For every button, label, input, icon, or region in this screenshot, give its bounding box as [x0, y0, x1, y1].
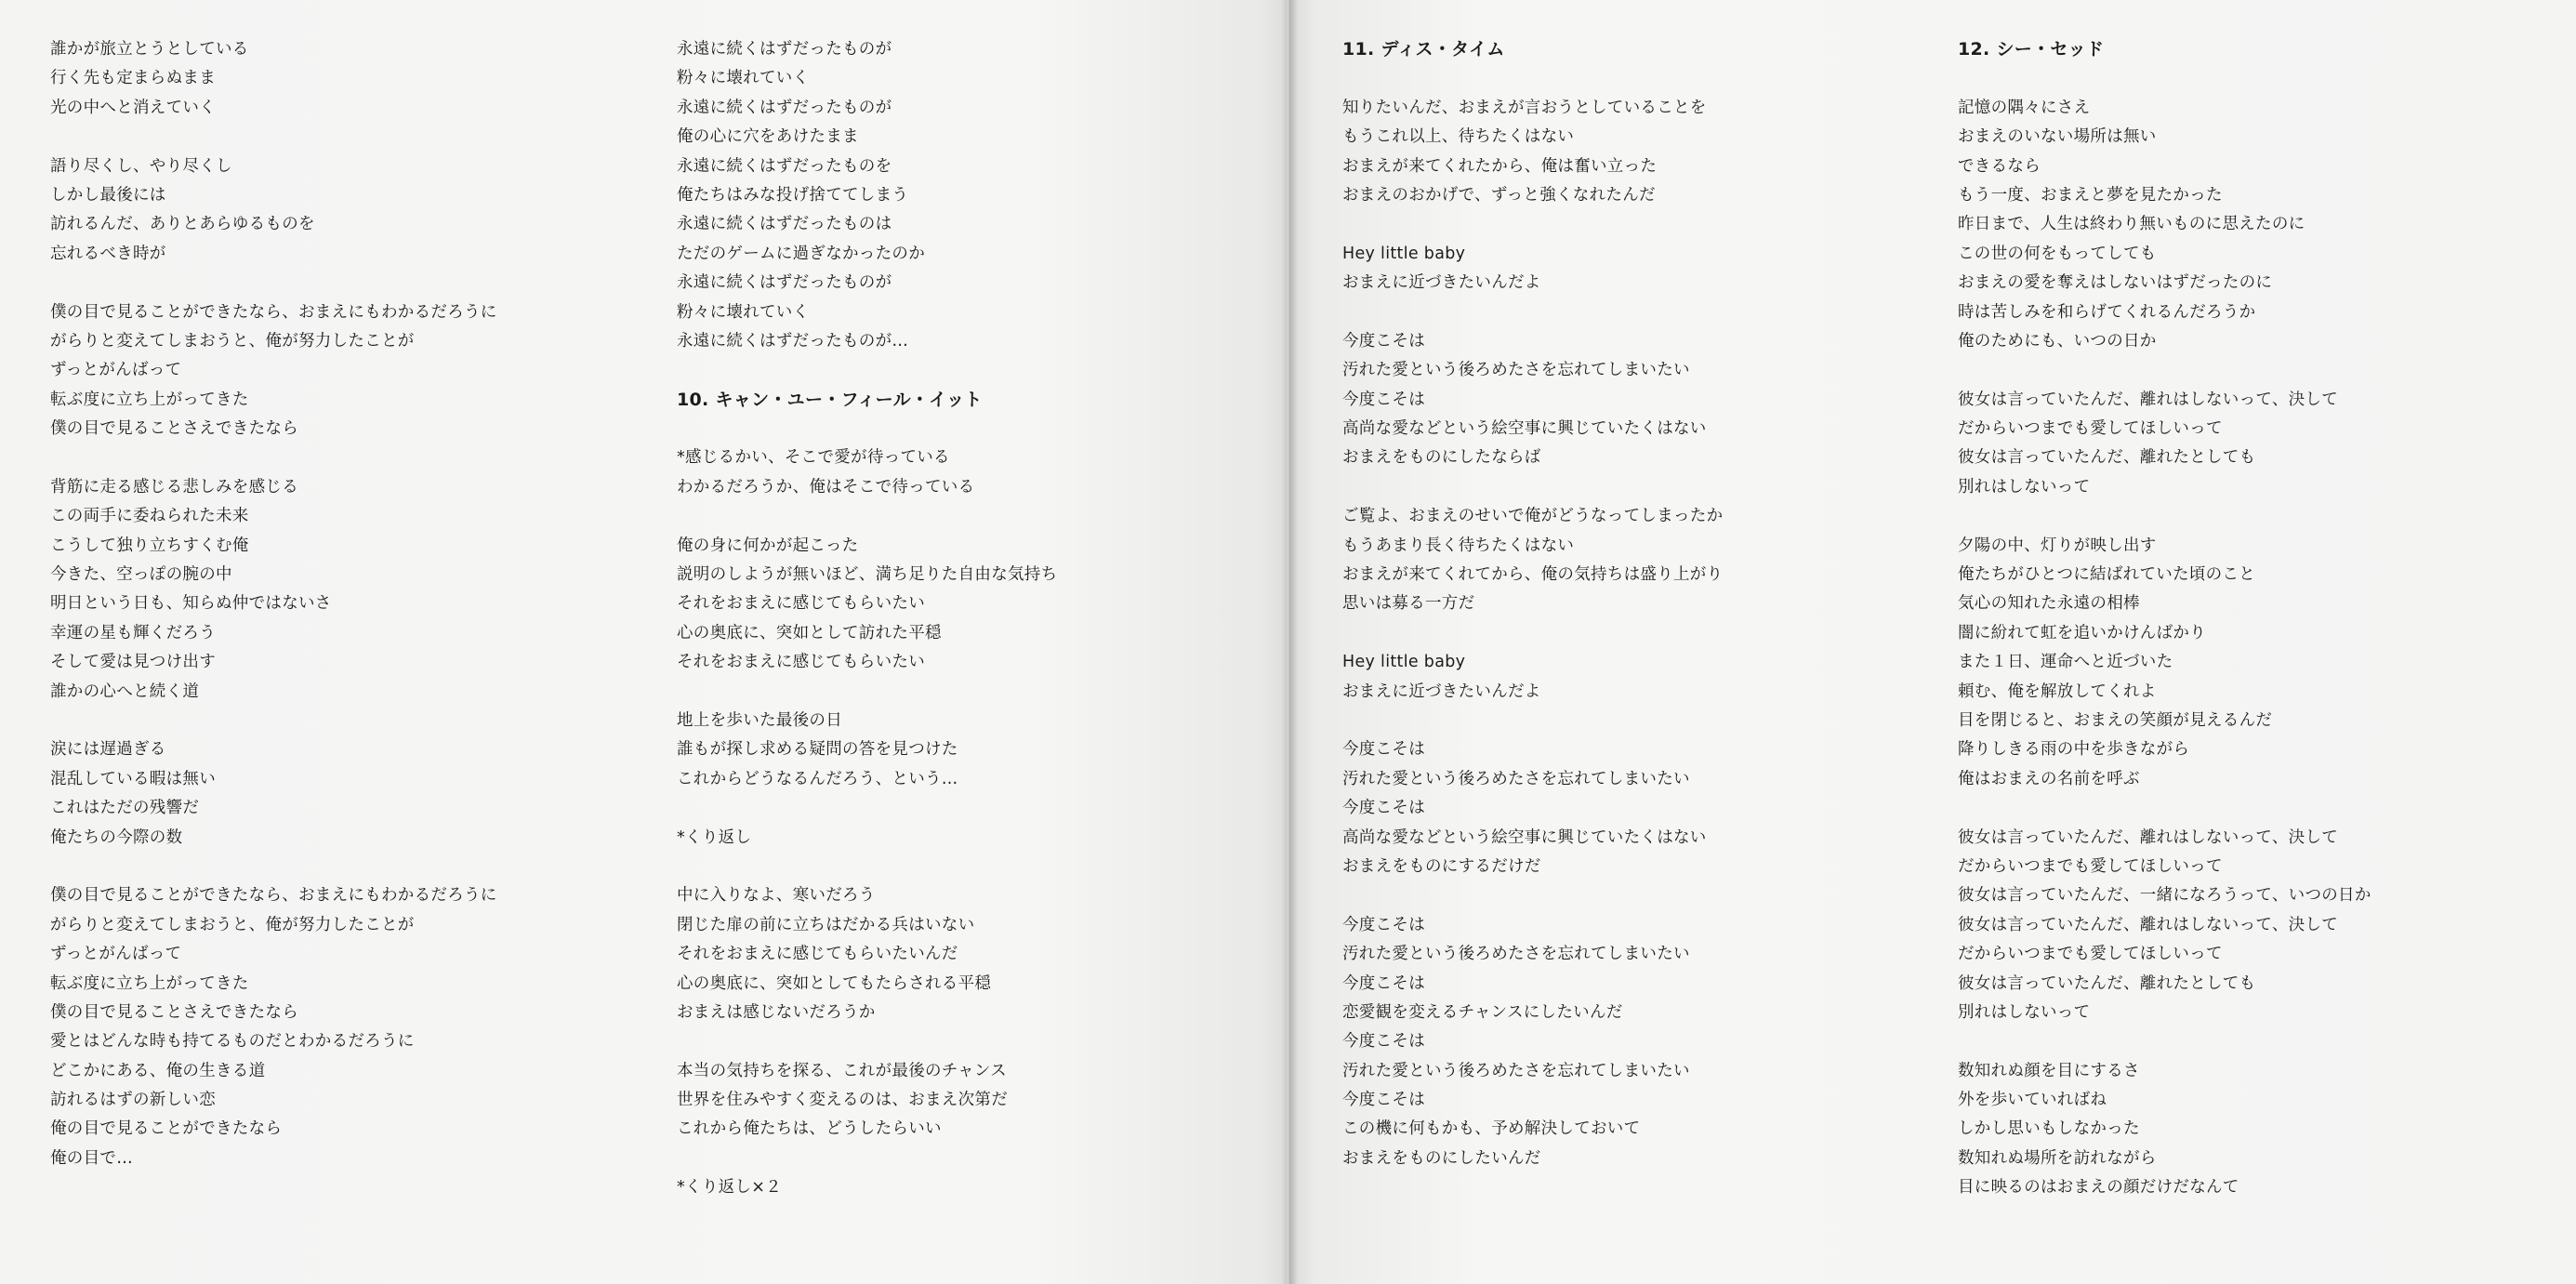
lyric-line: 中に入りなよ、寒いだろう [677, 886, 876, 906]
lyric-line: 僕の目で見ることさえできたなら [50, 1002, 298, 1022]
lyric-line: *くり返し [677, 827, 752, 847]
lyric-line: だからいつまでも愛してほしいって [1958, 945, 2223, 964]
lyric-line: 彼女は言っていたんだ、離れはしないって、決して [1958, 827, 2339, 847]
lyric-line: おまえをものにするだけだ [1342, 856, 1541, 876]
stanza-gap [677, 1145, 1057, 1173]
lyric-line: 閉じた扉の前に立ちはだかる兵はいない [677, 915, 975, 934]
lyric-line: 転ぶ度に立ち上がってきた [50, 973, 249, 993]
lyric-line: 彼女は言っていたんだ、離れたとしても [1958, 448, 2256, 468]
lyric-line: 今度こそは [1342, 740, 1425, 760]
lyric-line: 降りしきる雨の中を歩きながら [1958, 740, 2190, 760]
lyric-line: 光の中へと消えていく [50, 98, 216, 117]
lyric-line: しかし最後には [50, 185, 166, 205]
lyric-line: 記憶の隅々にさえ [1958, 98, 2091, 117]
lyrics-column-2 [677, 35, 1057, 1203]
lyric-line: おまえが来てくれたから、俺は奮い立った [1342, 156, 1658, 176]
lyric-line: 汚れた愛という後ろめたさを忘れてしまいたい [1342, 945, 1690, 964]
lyric-line: おまえのおかげで、ずっと強くなれたんだ [1342, 185, 1656, 205]
lyric-line: 俺はおまえの名前を呼ぶ [1958, 769, 2140, 788]
lyric-line: 愛とはどんな時も持てるものだとわかるだろうに [50, 1032, 415, 1052]
lyric-line: それをおまえに感じてもらいたい [677, 594, 925, 614]
lyric-line: 高尚な愛などという絵空事に興じていたくはない [1342, 419, 1707, 439]
song-title: 11. ディス・タイム [1342, 39, 1505, 60]
lyric-line: 今度こそは [1342, 1091, 1425, 1110]
stanza-gap [677, 502, 1057, 531]
lyric-line: Hey little baby [1342, 244, 1466, 263]
lyric-line: 訪れるはずの新しい恋 [50, 1091, 216, 1110]
lyric-line: 汚れた愛という後ろめたさを忘れてしまいたい [1342, 361, 1690, 380]
lyric-line: こうして独り立ちすくむ俺 [50, 536, 249, 555]
stanza-gap [677, 356, 1057, 385]
lyric-line: これからどうなるんだろう、という… [677, 769, 958, 788]
lyric-line: 数知れぬ顔を目にするさ [1958, 1061, 2140, 1080]
lyric-line: 永遠に続くはずだったものを [677, 156, 892, 176]
lyric-line: 夕陽の中、灯りが映し出す [1958, 536, 2157, 555]
lyric-line: ずっとがんばって [50, 945, 182, 964]
lyric-line: 粉々に壊れていく [677, 69, 810, 88]
lyric-line: 涙には遅過ぎる [50, 740, 166, 760]
stanza-gap [1342, 210, 1723, 239]
lyric-line: 目を閉じると、おまえの笑顔が見えるんだ [1958, 710, 2273, 730]
lyric-line: 知りたいんだ、おまえが言おうとしていることを [1342, 98, 1707, 117]
lyric-line: 今度こそは [1342, 973, 1425, 993]
lyric-line: この両手に委ねられた未来 [50, 507, 249, 526]
song-title: 10. キャン・ユー・フィール・イット [677, 389, 983, 410]
lyric-line: おまえのいない場所は無い [1958, 127, 2157, 147]
lyric-line: 彼女は言っていたんだ、離れはしないって、決して [1958, 915, 2339, 934]
stanza-gap [50, 269, 497, 298]
lyric-line: 本当の気持ちを探る、これが最後のチャンス [677, 1061, 1007, 1080]
lyric-line: *感じるかい、そこで愛が待っている [677, 448, 950, 468]
lyric-line: 汚れた愛という後ろめたさを忘れてしまいたい [1342, 1061, 1690, 1080]
lyric-line: 僕の目で見ることができたなら、おまえにもわかるだろうに [50, 302, 497, 322]
stanza-gap [677, 853, 1057, 881]
stanza-gap [1342, 473, 1723, 502]
stanza-gap [1958, 794, 2371, 823]
lyric-line: 混乱している暇は無い [50, 769, 216, 788]
lyric-line: 汚れた愛という後ろめたさを忘れてしまいたい [1342, 769, 1690, 788]
lyric-line: 恋愛観を変えるチャンスにしたいんだ [1342, 1002, 1623, 1022]
lyric-line: 転ぶ度に立ち上がってきた [50, 390, 249, 409]
lyric-line: 彼女は言っていたんだ、離れはしないって、決して [1958, 390, 2339, 409]
lyric-line: 心の奥底に、突如として訪れた平穏 [677, 623, 942, 642]
lyric-line: 忘れるべき時が [50, 244, 166, 263]
lyric-line: *くり返し×２ [677, 1178, 783, 1198]
lyric-line: だからいつまでも愛してほしいって [1958, 856, 2223, 876]
lyric-line: これから俺たちは、どうしたらいい [677, 1119, 942, 1139]
stanza-gap [1958, 356, 2371, 385]
lyrics-column-1 [50, 35, 497, 1173]
stanza-gap [1958, 64, 2371, 93]
stanza-gap [677, 678, 1057, 707]
lyric-line: 永遠に続くはずだったものが [677, 98, 892, 117]
lyric-line: おまえをものにしたならば [1342, 448, 1541, 468]
lyric-line: 誰かが旅立とうとしている [50, 40, 249, 59]
lyric-line: 語り尽くし、やり尽くし [50, 156, 232, 176]
lyric-line: 俺たちの今際の数 [50, 827, 183, 847]
lyric-line: おまえの愛を奪えはしないはずだったのに [1958, 273, 2273, 293]
lyric-line: 今度こそは [1342, 799, 1425, 818]
lyric-line: 俺の身に何かが起こった [677, 536, 859, 555]
lyric-line: 背筋に走る感じる悲しみを感じる [50, 477, 298, 496]
lyric-line: どこかにある、俺の生きる道 [50, 1061, 266, 1080]
lyric-line: 世界を住みやすく変えるのは、おまえ次第だ [677, 1091, 1008, 1110]
stanza-gap [1342, 298, 1723, 327]
lyric-line: 闇に紛れて虹を追いかけんばかり [1958, 623, 2206, 642]
lyric-line: 粉々に壊れていく [677, 302, 810, 322]
lyric-line: おまえをものにしたいんだ [1342, 1148, 1541, 1168]
stanza-gap [677, 415, 1057, 443]
lyric-line: 誰かの心へと続く道 [50, 682, 200, 701]
lyric-line: 幸運の星も輝くだろう [50, 623, 216, 642]
lyric-line: 俺の目で… [50, 1148, 133, 1168]
lyric-line: ただのゲームに過ぎなかったのか [677, 244, 925, 263]
lyric-line: 昨日まで、人生は終わり無いものに思えたのに [1958, 215, 2305, 234]
lyric-line: 今度こそは [1342, 331, 1425, 351]
lyric-line: 地上を歩いた最後の日 [677, 710, 842, 730]
lyric-line: 行く先も定まらぬまま [50, 69, 216, 88]
lyric-line: できるなら [1958, 156, 2041, 176]
lyric-line: 僕の目で見ることさえできたなら [50, 419, 298, 439]
lyric-line: 今度こそは [1342, 915, 1425, 934]
lyric-line: 彼女は言っていたんだ、離れたとしても [1958, 973, 2256, 993]
lyric-line: また１日、運命へと近づいた [1958, 653, 2173, 672]
lyric-line: 目に映るのはおまえの顔だけだなんて [1958, 1178, 2239, 1198]
lyric-line: 永遠に続くはずだったものは [677, 215, 892, 234]
lyric-line: 外を歩いていればね [1958, 1091, 2107, 1110]
stanza-gap [1958, 502, 2371, 531]
song-title: 12. シー・セッド [1958, 39, 2105, 60]
lyric-line: がらりと変えてしまおうと、俺が努力したことが [50, 331, 415, 351]
lyric-line: 俺の心に穴をあけたまま [677, 127, 859, 147]
lyric-line: 気心の知れた永遠の相棒 [1958, 594, 2140, 614]
lyric-line: 僕の目で見ることができたなら、おまえにもわかるだろうに [50, 886, 497, 906]
lyric-line: Hey little baby [1342, 653, 1466, 672]
lyric-line: 今きた、空っぽの腕の中 [50, 565, 232, 585]
stanza-gap [1958, 1027, 2371, 1056]
lyric-line: これはただの残響だ [50, 799, 200, 818]
lyric-line: 誰もが探し求める疑問の答を見つけた [677, 740, 958, 760]
stanza-gap [1342, 64, 1723, 93]
stanza-gap [50, 443, 497, 472]
lyric-line: ご覧よ、おまえのせいで俺がどうなってしまったか [1342, 507, 1724, 526]
lyric-line: この機に何もかも、予め解決しておいて [1342, 1119, 1641, 1139]
lyric-line: もうこれ以上、待ちたくはない [1342, 127, 1575, 147]
stanza-gap [677, 794, 1057, 823]
lyric-line: 俺のためにも、いつの日か [1958, 331, 2157, 351]
lyric-line: おまえは感じないだろうか [677, 1002, 876, 1022]
lyrics-column-3 [1342, 35, 1723, 1173]
lyric-line: そして愛は見つけ出す [50, 653, 216, 672]
lyric-line: ずっとがんばって [50, 361, 182, 380]
lyric-line: 頼む、俺を解放してくれよ [1958, 682, 2157, 701]
lyric-line: 今度こそは [1342, 390, 1425, 409]
lyrics-column-4 [1958, 35, 2371, 1203]
lyric-line: 彼女は言っていたんだ、一緒になろうって、いつの日か [1958, 886, 2371, 906]
lyric-line: 永遠に続くはずだったものが… [677, 331, 909, 351]
lyric-line: 明日という日も、知らぬ仲ではないさ [50, 594, 332, 614]
lyric-line: 俺たちはみな投げ捨ててしまう [677, 185, 909, 205]
lyric-line: おまえが来てくれてから、俺の気持ちは盛り上がり [1342, 565, 1724, 585]
lyric-line: 別れはしないって [1958, 1002, 2091, 1022]
lyric-line: 永遠に続くはずだったものが [677, 273, 892, 293]
lyric-line: この世の何をもってしても [1958, 244, 2157, 263]
lyric-line: それをおまえに感じてもらいたいんだ [677, 945, 958, 964]
lyric-line: だからいつまでも愛してほしいって [1958, 419, 2223, 439]
lyric-line: おまえに近づきたいんだよ [1342, 682, 1541, 701]
lyric-line: 別れはしないって [1958, 477, 2091, 496]
lyric-line: しかし思いもしなかった [1958, 1119, 2140, 1139]
lyric-line: 思いは募る一方だ [1342, 594, 1475, 614]
lyric-line: がらりと変えてしまおうと、俺が努力したことが [50, 915, 415, 934]
lyric-line: もうあまり長く待ちたくはない [1342, 536, 1575, 555]
lyric-line: 説明のしようが無いほど、満ち足りた自由な気持ち [677, 565, 1058, 585]
lyric-line: おまえに近づきたいんだよ [1342, 273, 1541, 293]
lyric-line: 永遠に続くはずだったものが [677, 40, 892, 59]
lyric-line: それをおまえに感じてもらいたい [677, 653, 925, 672]
stanza-gap [677, 1027, 1057, 1056]
lyric-line: 訪れるんだ、ありとあらゆるものを [50, 215, 315, 234]
stanza-gap [50, 123, 497, 152]
lyric-line: もう一度、おまえと夢を見たかった [1958, 185, 2223, 205]
lyric-line: 高尚な愛などという絵空事に興じていたくはない [1342, 827, 1707, 847]
lyric-line: 心の奥底に、突如としてもたらされる平穏 [677, 973, 992, 993]
lyric-line: 俺たちがひとつに結ばれていた頃のこと [1958, 565, 2256, 585]
stanza-gap [1342, 619, 1723, 648]
stanza-gap [50, 707, 497, 735]
book-gutter [1281, 0, 1298, 1284]
stanza-gap [50, 853, 497, 881]
lyric-line: 時は苦しみを和らげてくれるんだろうか [1958, 302, 2256, 322]
lyric-line: 数知れぬ場所を訪れながら [1958, 1148, 2157, 1168]
stanza-gap [1342, 707, 1723, 735]
stanza-gap [1342, 881, 1723, 910]
lyric-line: 今度こそは [1342, 1032, 1425, 1052]
lyric-line: 俺の目で見ることができたなら [50, 1119, 283, 1139]
lyric-line: わかるだろうか、俺はそこで待っている [677, 477, 975, 496]
